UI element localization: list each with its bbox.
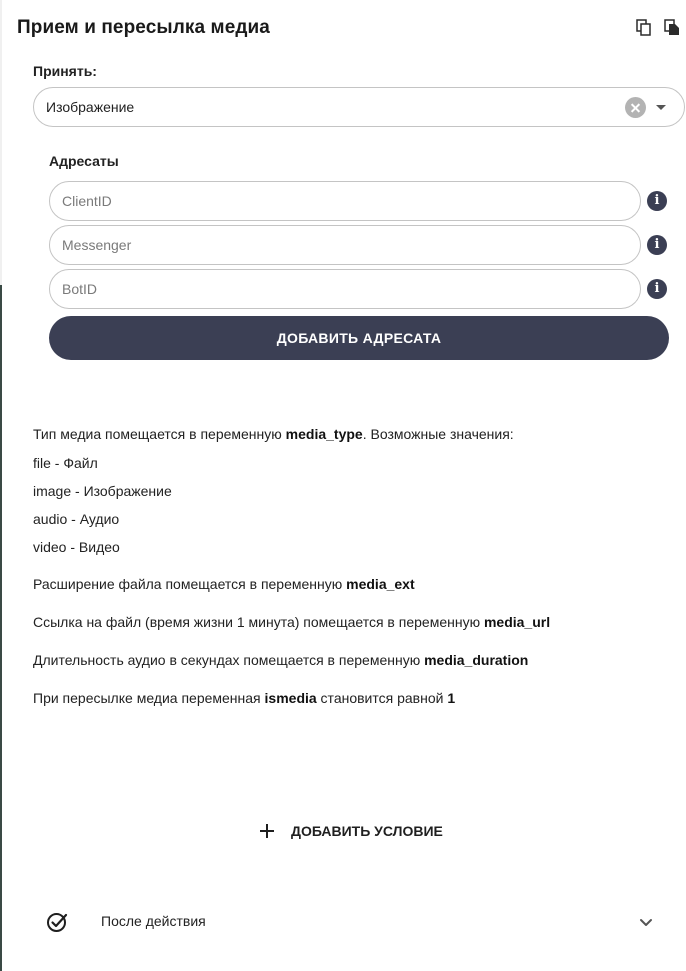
after-action-section[interactable] <box>30 898 670 946</box>
bot-id-input[interactable] <box>49 269 641 309</box>
client-id-input[interactable] <box>49 181 641 221</box>
messenger-input[interactable] <box>49 225 641 265</box>
ext-description: Расширение файла помещается в переменную media_ext <box>33 576 415 592</box>
media-type-selected: Изображение <box>46 99 135 115</box>
media-type-description: Тип медиа помещается в переменную media_type. Возможные значения: <box>33 426 514 442</box>
variable-name: ismedia <box>264 690 317 706</box>
recipients-label: Адресаты <box>49 153 119 169</box>
after-action-label: После действия <box>101 913 206 929</box>
info-icon[interactable]: i <box>647 279 667 299</box>
header-actions <box>636 19 680 37</box>
left-edge <box>0 0 2 971</box>
add-recipient-button[interactable]: ДОБАВИТЬ АДРЕСАТА <box>49 316 669 360</box>
value-item: image - Изображение <box>33 483 172 499</box>
url-description: Ссылка на файл (время жизни 1 минута) помещается в переменную media_url <box>33 614 551 630</box>
page-title: Прием и пересылка медиа <box>17 17 270 38</box>
ismedia-description: При пересылке медиа переменная ismedia становится равной 1 <box>33 690 456 706</box>
value-item: file - Файл <box>33 455 98 471</box>
info-icon[interactable]: i <box>647 235 667 255</box>
check-circle-icon <box>46 911 68 933</box>
variable-name: media_url <box>483 614 551 630</box>
header <box>17 17 686 43</box>
duration-description: Длительность аудио в секундах помещается в переменную media_duration <box>33 652 529 668</box>
accept-label: Принять: <box>33 63 97 79</box>
add-condition-button[interactable] <box>258 819 443 843</box>
variable-name: media_ext <box>346 576 415 592</box>
chevron-down-icon[interactable] <box>656 105 666 110</box>
paste-icon[interactable] <box>664 19 680 37</box>
variable-name: media_type <box>285 426 363 442</box>
copy-icon[interactable] <box>636 19 652 37</box>
variable-value: 1 <box>447 690 456 706</box>
add-condition-label: ДОБАВИТЬ УСЛОВИЕ <box>291 823 443 839</box>
clear-icon[interactable] <box>625 97 646 118</box>
chevron-down-icon[interactable] <box>638 914 654 930</box>
info-icon[interactable]: i <box>647 191 667 211</box>
plus-icon <box>258 822 276 840</box>
value-item: audio - Аудио <box>33 511 120 527</box>
media-type-select[interactable] <box>33 87 685 127</box>
value-item: video - Видео <box>33 539 120 555</box>
variable-name: media_duration <box>424 652 529 668</box>
